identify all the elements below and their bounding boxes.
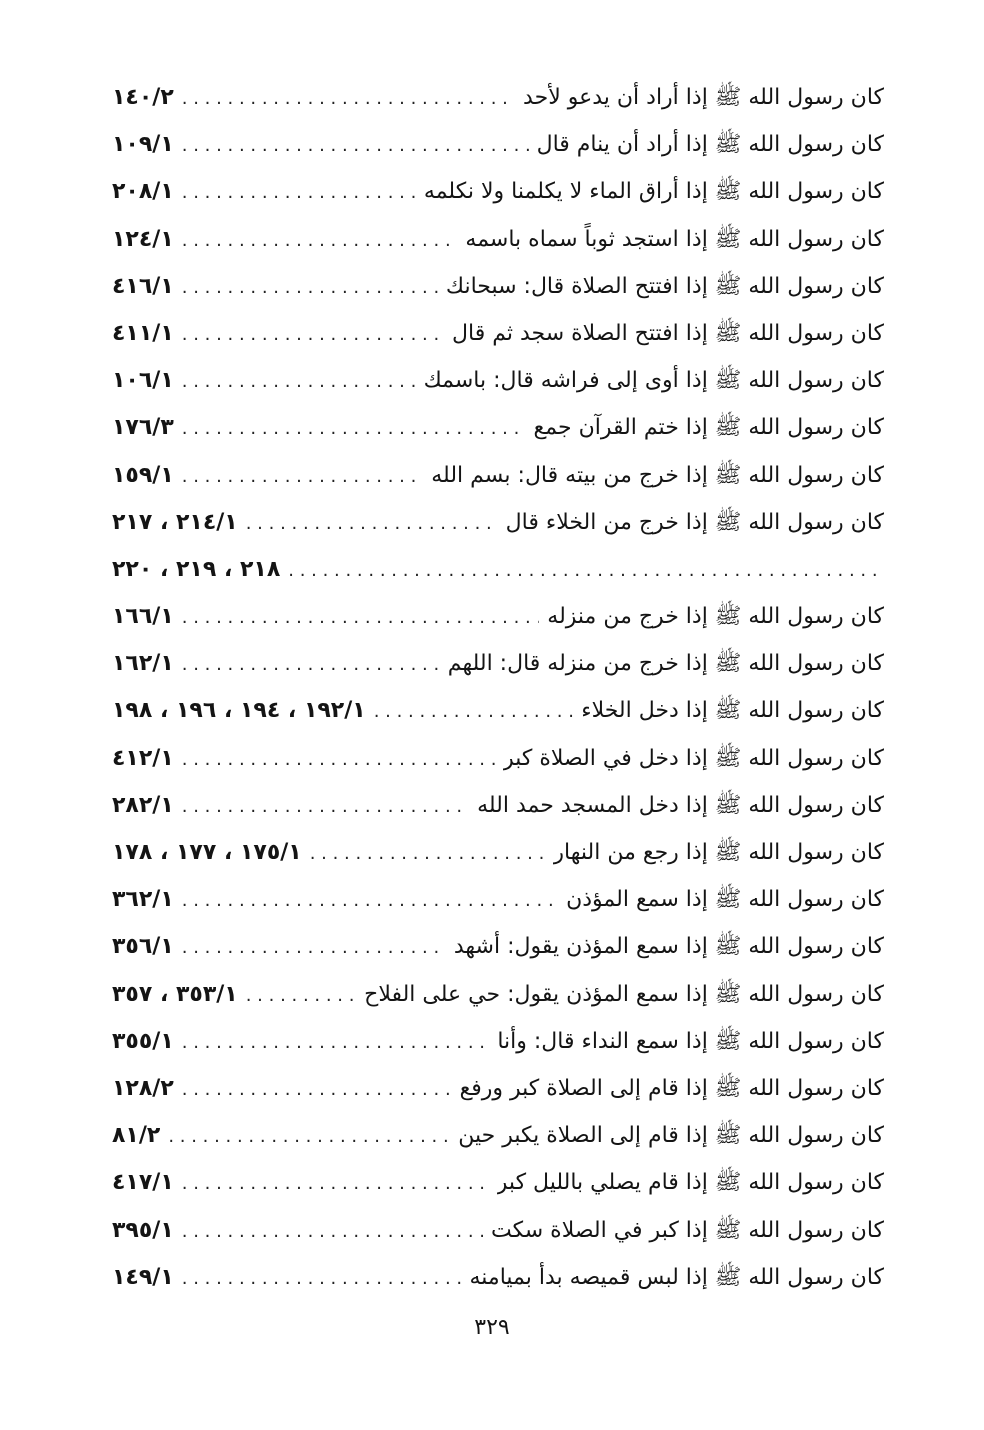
entry-reference: ١٤٩/١ bbox=[112, 1264, 174, 1290]
entry-reference: ١٦٢/١ bbox=[112, 651, 174, 677]
entry-reference: ٤١١/١ bbox=[112, 320, 174, 346]
entry-text: كان رسول الله ﷺ إذا لبس قميصه بدأ بميامنه bbox=[469, 1264, 884, 1290]
index-entry bbox=[112, 314, 884, 354]
entry-text: كان رسول الله ﷺ إذا سمع النداء قال: وأنا bbox=[497, 1028, 884, 1054]
entry-text: كان رسول الله ﷺ إذا أراق الماء لا يكلمنا ولا نكلمه bbox=[423, 179, 884, 205]
entry-text: كان رسول الله ﷺ إذا سمع المؤذن bbox=[566, 887, 884, 913]
index-entry bbox=[112, 78, 884, 118]
dot-leader bbox=[310, 834, 546, 874]
entry-text: كان رسول الله ﷺ إذا خرج من بيته قال: بسم الله bbox=[431, 462, 884, 488]
entry-reference: ١٧٦/٣ bbox=[112, 415, 174, 441]
entry-text: كان رسول الله ﷺ إذا قام إلى الصلاة كبر ورفع bbox=[459, 1075, 884, 1101]
entry-text: كان رسول الله ﷺ إذا كبر في الصلاة سكت bbox=[490, 1217, 884, 1243]
index-entry bbox=[112, 220, 884, 260]
index-entry bbox=[112, 833, 884, 873]
dot-leader bbox=[168, 1117, 450, 1157]
entry-text: كان رسول الله ﷺ إذا افتتح الصلاة قال: سبحانك bbox=[445, 273, 884, 299]
index-entry bbox=[112, 172, 884, 212]
index-entry bbox=[112, 1116, 884, 1156]
dot-leader bbox=[182, 409, 526, 449]
entry-reference: ٢٨٢/١ bbox=[112, 792, 174, 818]
index-entry bbox=[112, 125, 884, 165]
entry-text: كان رسول الله ﷺ إذا خرج من منزله bbox=[547, 604, 884, 630]
entry-text: كان رسول الله ﷺ إذا افتتح الصلاة سجد ثم قال bbox=[452, 320, 884, 346]
dot-leader bbox=[374, 692, 574, 732]
dot-leader bbox=[182, 787, 469, 827]
index-entry bbox=[112, 597, 884, 637]
entry-text: كان رسول الله ﷺ إذا قام إلى الصلاة يكبر حين bbox=[458, 1123, 884, 1149]
entry-text: كان رسول الله ﷺ إذا استجد ثوباً سماه باسمه bbox=[465, 226, 884, 252]
entry-text: كان رسول الله ﷺ إذا ختم القرآن جمع bbox=[533, 415, 884, 441]
entry-reference: ٣٩٥/١ bbox=[112, 1217, 174, 1243]
dot-leader bbox=[182, 268, 438, 308]
entry-reference: ١٧٥/١ ، ١٧٧ ، ١٧٨ bbox=[112, 840, 302, 865]
entry-reference: ٤١٢/١ bbox=[112, 745, 174, 771]
index-entry bbox=[112, 1211, 884, 1251]
dot-leader bbox=[182, 362, 416, 402]
entry-reference: ١٠٩/١ bbox=[112, 132, 174, 158]
dot-leader bbox=[246, 504, 498, 544]
entry-reference: ١٩٢/١ ، ١٩٤ ، ١٩٦ ، ١٩٨ bbox=[112, 698, 366, 724]
entry-text: كان رسول الله ﷺ إذا دخل الخلاء bbox=[581, 698, 884, 724]
entry-reference: ١٤٠/٢ bbox=[112, 85, 174, 110]
entry-text: كان رسول الله ﷺ إذا رجع من النهار bbox=[553, 840, 884, 865]
entry-text: كان رسول الله ﷺ إذا خرج من منزله قال: اللهم bbox=[447, 651, 884, 677]
index-entry bbox=[112, 1022, 884, 1062]
index-entries bbox=[112, 78, 884, 1298]
dot-leader bbox=[182, 126, 529, 166]
entry-reference: ١٢٨/٢ bbox=[112, 1075, 174, 1101]
entry-text: كان رسول الله ﷺ إذا أراد أن ينام قال bbox=[536, 132, 884, 158]
entry-text: كان رسول الله ﷺ إذا أوى إلى فراشه قال: باسمك bbox=[423, 368, 884, 394]
entry-text: كان رسول الله ﷺ إذا سمع المؤذن يقول: أشهد bbox=[453, 934, 884, 960]
dot-leader bbox=[182, 1259, 462, 1299]
entry-text: كان رسول الله ﷺ إذا خرج من الخلاء قال bbox=[505, 509, 884, 535]
entry-reference: ٣٥٦/١ bbox=[112, 934, 174, 960]
entry-text: كان رسول الله ﷺ إذا قام يصلي بالليل كبر bbox=[496, 1170, 884, 1196]
dot-leader bbox=[288, 551, 884, 591]
page-number: ٣٢٩ bbox=[474, 1315, 510, 1340]
index-entry bbox=[112, 267, 884, 307]
entry-reference: ٣٥٥/١ bbox=[112, 1028, 174, 1054]
entry-text: كان رسول الله ﷺ إذا دخل في الصلاة كبر bbox=[503, 745, 884, 771]
index-entry bbox=[112, 644, 884, 684]
dot-leader bbox=[182, 457, 424, 497]
index-entry bbox=[112, 408, 884, 448]
index-entry-continuation bbox=[112, 550, 884, 590]
entry-text: كان رسول الله ﷺ إذا سمع المؤذن يقول: حي على الفلاح bbox=[364, 981, 884, 1007]
entry-reference: ٣٦٢/١ bbox=[112, 887, 174, 913]
entry-reference: ١٢٤/١ bbox=[112, 226, 174, 252]
entry-reference: ١٦٦/١ bbox=[112, 604, 174, 630]
index-entry bbox=[112, 1069, 884, 1109]
index-entry bbox=[112, 739, 884, 779]
dot-leader bbox=[182, 1212, 483, 1252]
entry-text: كان رسول الله ﷺ إذا دخل المسجد حمد الله bbox=[477, 792, 884, 818]
dot-leader bbox=[246, 976, 356, 1016]
dot-leader bbox=[182, 1164, 489, 1204]
dot-leader bbox=[182, 598, 540, 638]
index-entry bbox=[112, 1163, 884, 1203]
entry-reference: ٨١/٢ bbox=[112, 1123, 161, 1149]
index-entry bbox=[112, 691, 884, 731]
dot-leader bbox=[182, 1070, 452, 1110]
entry-reference: ٢١٤/١ ، ٢١٧ bbox=[112, 509, 238, 535]
index-entry bbox=[112, 786, 884, 826]
entry-reference: ٤١٧/١ bbox=[112, 1170, 174, 1196]
entry-reference: ١٥٩/١ bbox=[112, 462, 174, 488]
index-entry bbox=[112, 361, 884, 401]
index-entry bbox=[112, 880, 884, 920]
index-entry bbox=[112, 503, 884, 543]
dot-leader bbox=[182, 1023, 490, 1063]
dot-leader bbox=[182, 221, 458, 261]
dot-leader bbox=[182, 79, 515, 119]
entry-reference: ٢٠٨/١ bbox=[112, 179, 174, 205]
entry-text: كان رسول الله ﷺ إذا أراد أن يدعو لأحد bbox=[523, 85, 884, 110]
index-entry bbox=[112, 975, 884, 1015]
index-entry bbox=[112, 1258, 884, 1298]
dot-leader bbox=[182, 928, 446, 968]
entry-reference: ١٠٦/١ bbox=[112, 368, 174, 394]
dot-leader bbox=[182, 740, 495, 780]
dot-leader bbox=[182, 315, 444, 355]
dot-leader bbox=[182, 881, 558, 921]
index-entry bbox=[112, 927, 884, 967]
entry-reference: ٣٥٣/١ ، ٣٥٧ bbox=[112, 981, 238, 1007]
dot-leader bbox=[182, 173, 416, 213]
dot-leader bbox=[182, 645, 440, 685]
entry-reference: ٢١٨ ، ٢١٩ ، ٢٢٠ bbox=[112, 556, 281, 582]
index-entry bbox=[112, 456, 884, 496]
entry-reference: ٤١٦/١ bbox=[112, 273, 174, 299]
